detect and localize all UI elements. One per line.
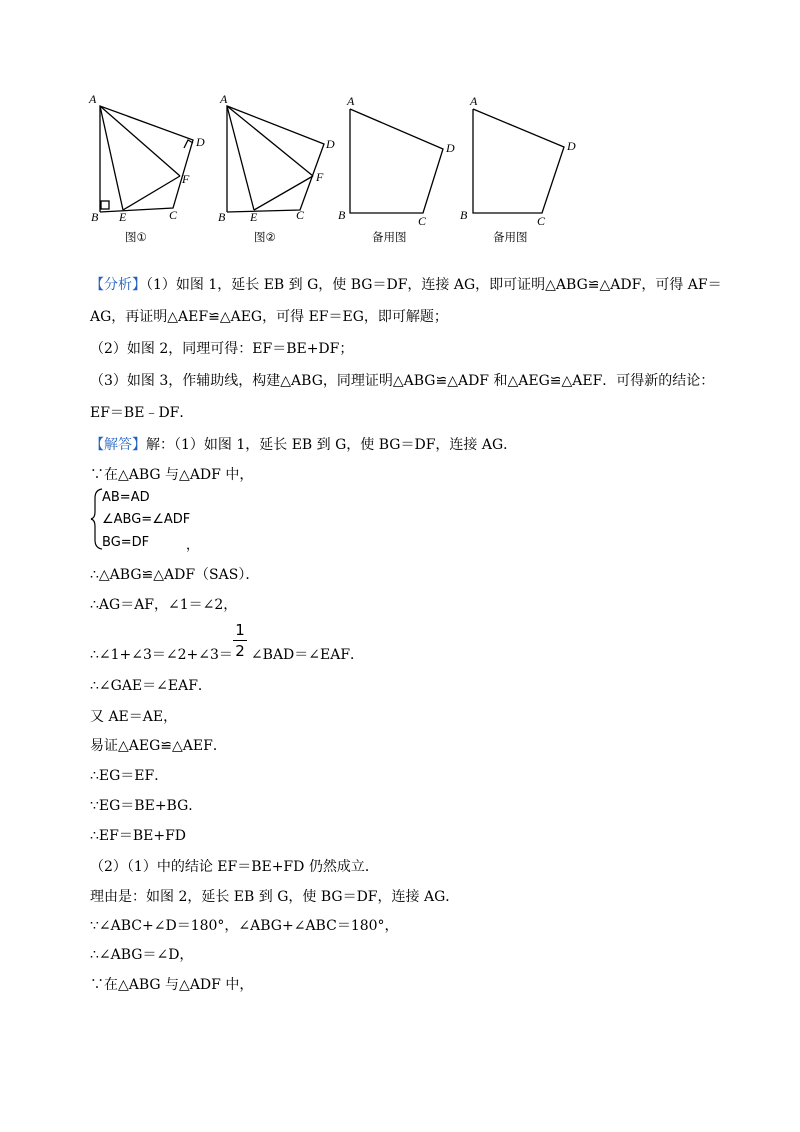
analysis-line-2: AG，再证明△AEF≌△AEG，可得 EF＝EG，即可解题； xyxy=(90,309,448,325)
analysis-text-1: （1）如图 1，延长 EB 到 G，使 BG＝DF，连接 AG，即可证明△ABG≌△ADF，可得 AF＝ xyxy=(146,277,722,293)
analysis-line-3: （2）如图 2，同理可得：EF＝BE+DF； xyxy=(90,341,354,357)
solution-line-9: ∴EG＝EF． xyxy=(90,768,169,784)
figure-1-lines xyxy=(100,106,193,212)
solution-line-1 xyxy=(90,436,517,454)
fig3-label-a: A xyxy=(347,94,355,108)
fraction-bar xyxy=(233,640,247,641)
analysis-line-1 xyxy=(90,276,722,294)
fig4-caption: 备用图 xyxy=(493,230,528,244)
analysis-line-4: （3）如图 3，作辅助线，构建△ABG，同理证明△ABG≌△ADF 和△AEG≌△AEF．可得新的结论： xyxy=(90,373,715,389)
figure-4-lines xyxy=(473,109,564,213)
figures-strip xyxy=(80,88,600,248)
solution-line-8: 易证△AEG≌△AEF． xyxy=(90,738,227,754)
fig2-label-b: B xyxy=(218,210,226,224)
solution-line-16: ∵在△ABG 与△ADF 中， xyxy=(90,977,254,993)
solution-line-11: ∴EF＝BE+FD xyxy=(90,828,187,844)
system-eq-1: AB=AD xyxy=(102,490,150,505)
fig2-label-a: A xyxy=(220,92,228,106)
fig1-label-d: D xyxy=(196,135,205,149)
fig1-label-a: A xyxy=(89,92,97,106)
fig1-label-c: C xyxy=(169,208,178,222)
fig4-label-a: A xyxy=(470,94,478,108)
fig4-label-d: D xyxy=(567,139,576,153)
fig3-caption: 备用图 xyxy=(372,230,407,244)
solution-line-3: ∴△ABG≌△ADF（SAS）． xyxy=(90,567,260,583)
fig4-label-c: C xyxy=(537,214,546,228)
solution-line-5 xyxy=(90,646,364,664)
solution-text-1: 解：（1）如图 1，延长 EB 到 G，使 BG＝DF，连接 AG． xyxy=(146,437,518,453)
solution-line-7: 又 AE＝AE， xyxy=(90,709,178,725)
solution-line-2: ∵在△ABG 与△ADF 中， xyxy=(90,467,254,483)
fig2-caption: 图② xyxy=(254,230,276,244)
solution-line-4: ∴AG＝AF，∠1＝∠2， xyxy=(90,597,238,613)
fig1-label-b: B xyxy=(91,210,99,224)
solution-text-5a: ∴∠1+∠3＝∠2+∠3＝ xyxy=(90,647,233,663)
solution-tag: 【解答】 xyxy=(90,437,146,453)
system-eq-3: BG=DF xyxy=(102,535,150,550)
figure-3-lines xyxy=(350,109,443,213)
solution-line-13: 理由是：如图 2，延长 EB 到 G，使 BG＝DF，连接 AG． xyxy=(90,889,460,905)
fig2-label-c: C xyxy=(296,208,305,222)
fig3-label-c: C xyxy=(418,214,427,228)
fig1-label-f: F xyxy=(182,172,190,186)
fig1-caption: 图① xyxy=(125,230,147,244)
fig2-label-e: E xyxy=(250,210,258,224)
geometry-figures xyxy=(80,88,600,248)
fig3-label-b: B xyxy=(338,208,346,222)
analysis-line-5: EF＝BE﹣DF． xyxy=(90,405,194,421)
solution-line-12: （2）（1）中的结论 EF＝BE+FD 仍然成立． xyxy=(90,859,379,875)
solution-line-6: ∴∠GAE＝∠EAF． xyxy=(90,678,212,694)
solution-text-5b: ∠BAD＝∠EAF． xyxy=(250,647,365,663)
system-comma: ， xyxy=(186,538,200,553)
fraction-numerator: 1 xyxy=(235,621,245,639)
fig3-label-d: D xyxy=(446,141,455,155)
system-eq-2: ∠ABG=∠ADF xyxy=(102,512,191,527)
fig4-label-b: B xyxy=(460,208,468,222)
fig2-label-d: D xyxy=(326,137,335,151)
figure-2-lines xyxy=(227,106,324,212)
solution-line-15: ∴∠ABG＝∠D， xyxy=(90,947,194,963)
fig1-label-e: E xyxy=(119,210,127,224)
analysis-tag: 【分析】 xyxy=(90,277,146,293)
solution-line-14: ∵∠ABC+∠D＝180°，∠ABG+∠ABC＝180°， xyxy=(90,918,399,934)
solution-line-10: ∵EG＝BE+BG． xyxy=(90,798,203,814)
fraction-denominator: 2 xyxy=(235,642,245,660)
fig2-label-f: F xyxy=(316,170,324,184)
fraction-half xyxy=(233,621,247,660)
